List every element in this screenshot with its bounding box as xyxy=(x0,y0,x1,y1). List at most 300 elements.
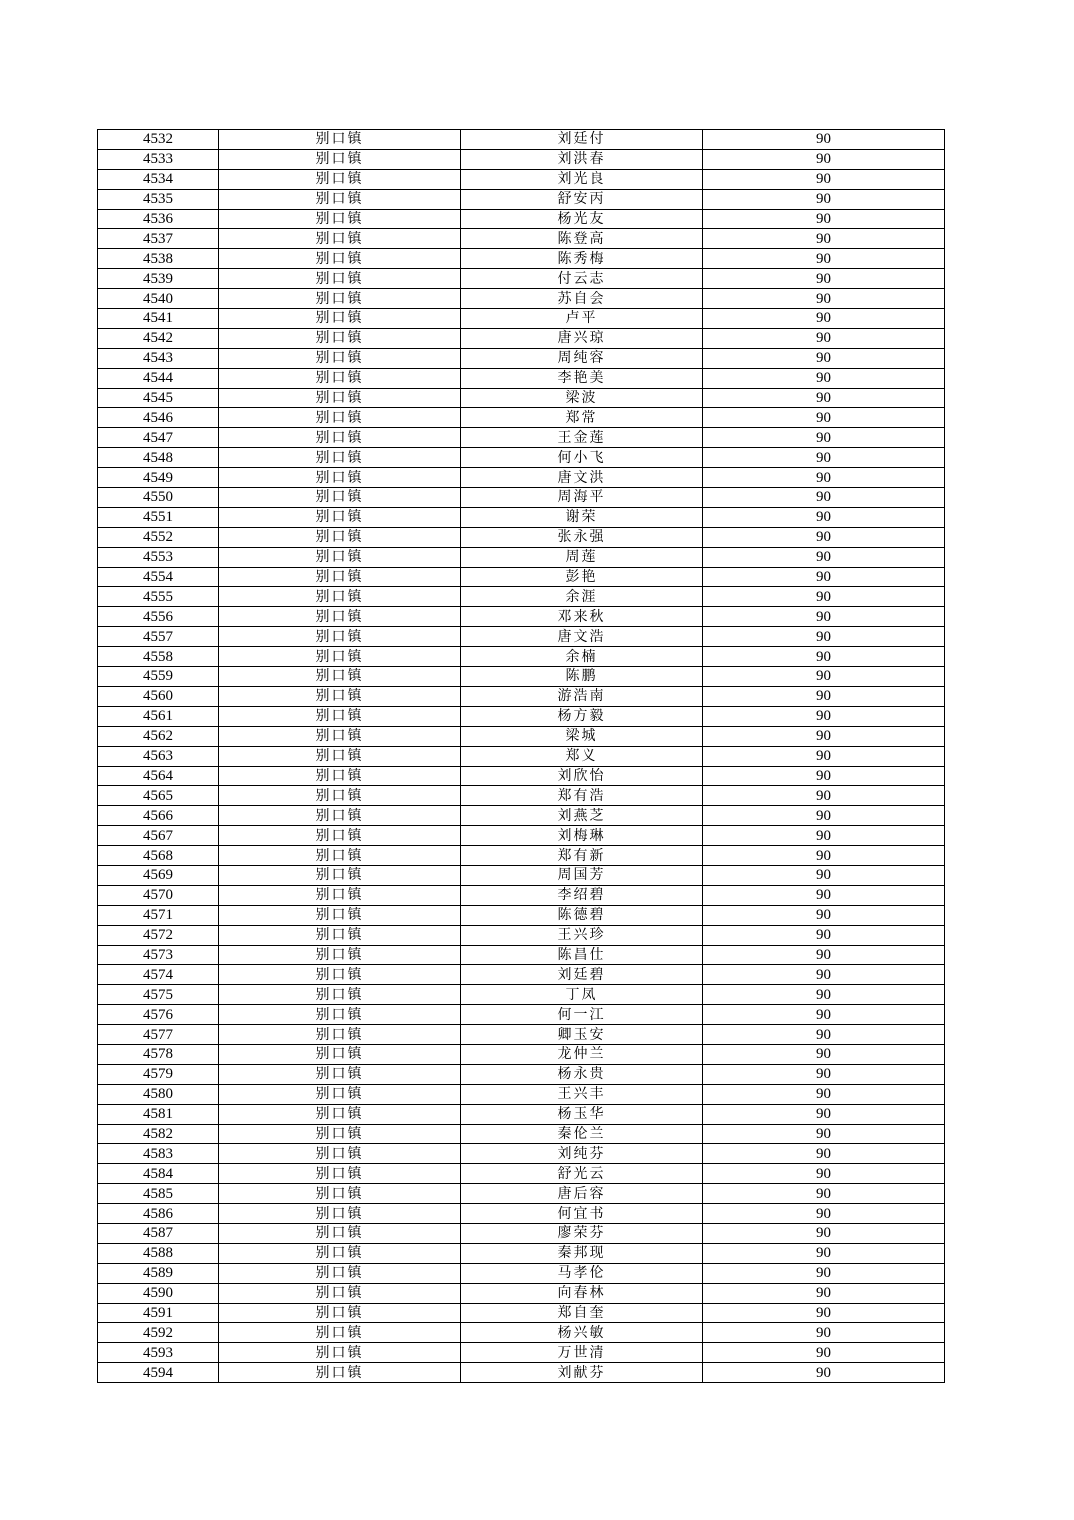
value-cell: 90 xyxy=(703,448,945,468)
row-number-cell: 4574 xyxy=(98,965,219,985)
person-name-cell: 李艳美 xyxy=(461,368,703,388)
value-cell: 90 xyxy=(703,1164,945,1184)
town-cell: 别口镇 xyxy=(219,1243,461,1263)
row-number-cell: 4590 xyxy=(98,1283,219,1303)
value-cell: 90 xyxy=(703,985,945,1005)
row-number-cell: 4553 xyxy=(98,547,219,567)
town-cell: 别口镇 xyxy=(219,647,461,667)
row-number-cell: 4563 xyxy=(98,746,219,766)
value-cell: 90 xyxy=(703,348,945,368)
row-number-cell: 4562 xyxy=(98,726,219,746)
table-row xyxy=(98,328,945,348)
table-row xyxy=(98,1283,945,1303)
table-row xyxy=(98,746,945,766)
table-row xyxy=(98,865,945,885)
value-cell: 90 xyxy=(703,1223,945,1243)
table-row xyxy=(98,149,945,169)
person-name-cell: 刘廷碧 xyxy=(461,965,703,985)
row-number-cell: 4579 xyxy=(98,1064,219,1084)
table-row xyxy=(98,607,945,627)
table-row xyxy=(98,547,945,567)
town-cell: 别口镇 xyxy=(219,1064,461,1084)
value-cell: 90 xyxy=(703,130,945,150)
town-cell: 别口镇 xyxy=(219,388,461,408)
person-name-cell: 唐文浩 xyxy=(461,627,703,647)
town-cell: 别口镇 xyxy=(219,726,461,746)
person-name-cell: 邓来秋 xyxy=(461,607,703,627)
row-number-cell: 4544 xyxy=(98,368,219,388)
table-row xyxy=(98,169,945,189)
town-cell: 别口镇 xyxy=(219,985,461,1005)
row-number-cell: 4593 xyxy=(98,1343,219,1363)
value-cell: 90 xyxy=(703,1025,945,1045)
town-cell: 别口镇 xyxy=(219,766,461,786)
row-number-cell: 4583 xyxy=(98,1144,219,1164)
table-row xyxy=(98,130,945,150)
value-cell: 90 xyxy=(703,786,945,806)
value-cell: 90 xyxy=(703,328,945,348)
value-cell: 90 xyxy=(703,587,945,607)
value-cell: 90 xyxy=(703,965,945,985)
table-row xyxy=(98,1144,945,1164)
row-number-cell: 4534 xyxy=(98,169,219,189)
town-cell: 别口镇 xyxy=(219,1044,461,1064)
person-name-cell: 刘献芬 xyxy=(461,1363,703,1383)
town-cell: 别口镇 xyxy=(219,1223,461,1243)
table-row xyxy=(98,726,945,746)
town-cell: 别口镇 xyxy=(219,229,461,249)
value-cell: 90 xyxy=(703,925,945,945)
person-name-cell: 李绍碧 xyxy=(461,885,703,905)
table-row xyxy=(98,1303,945,1323)
row-number-cell: 4578 xyxy=(98,1044,219,1064)
value-cell: 90 xyxy=(703,945,945,965)
value-cell: 90 xyxy=(703,507,945,527)
person-name-cell: 何一江 xyxy=(461,1005,703,1025)
table-row xyxy=(98,925,945,945)
table-row xyxy=(98,448,945,468)
town-cell: 别口镇 xyxy=(219,806,461,826)
town-cell: 别口镇 xyxy=(219,547,461,567)
value-cell: 90 xyxy=(703,647,945,667)
table-row xyxy=(98,846,945,866)
person-name-cell: 陈昌仕 xyxy=(461,945,703,965)
table-row xyxy=(98,1124,945,1144)
person-name-cell: 唐兴琼 xyxy=(461,328,703,348)
row-number-cell: 4587 xyxy=(98,1223,219,1243)
value-cell: 90 xyxy=(703,686,945,706)
value-cell: 90 xyxy=(703,1184,945,1204)
value-cell: 90 xyxy=(703,1084,945,1104)
person-name-cell: 刘洪春 xyxy=(461,149,703,169)
table-row xyxy=(98,686,945,706)
town-cell: 别口镇 xyxy=(219,1204,461,1224)
table-row xyxy=(98,1025,945,1045)
town-cell: 别口镇 xyxy=(219,169,461,189)
value-cell: 90 xyxy=(703,667,945,687)
row-number-cell: 4549 xyxy=(98,468,219,488)
person-name-cell: 郑自奎 xyxy=(461,1303,703,1323)
value-cell: 90 xyxy=(703,1064,945,1084)
person-name-cell: 游浩南 xyxy=(461,686,703,706)
table-row xyxy=(98,706,945,726)
person-name-cell: 刘燕芝 xyxy=(461,806,703,826)
person-name-cell: 谢荣 xyxy=(461,507,703,527)
town-cell: 别口镇 xyxy=(219,686,461,706)
row-number-cell: 4569 xyxy=(98,865,219,885)
row-number-cell: 4576 xyxy=(98,1005,219,1025)
person-name-cell: 郑常 xyxy=(461,408,703,428)
row-number-cell: 4547 xyxy=(98,428,219,448)
row-number-cell: 4561 xyxy=(98,706,219,726)
person-name-cell: 郑有新 xyxy=(461,846,703,866)
table-row xyxy=(98,627,945,647)
table-row xyxy=(98,229,945,249)
person-name-cell: 秦邦现 xyxy=(461,1243,703,1263)
value-cell: 90 xyxy=(703,826,945,846)
town-cell: 别口镇 xyxy=(219,189,461,209)
row-number-cell: 4558 xyxy=(98,647,219,667)
person-name-cell: 杨方毅 xyxy=(461,706,703,726)
person-name-cell: 唐后容 xyxy=(461,1184,703,1204)
person-name-cell: 丁凤 xyxy=(461,985,703,1005)
table-row xyxy=(98,905,945,925)
value-cell: 90 xyxy=(703,488,945,508)
person-name-cell: 何宜书 xyxy=(461,1204,703,1224)
person-name-cell: 杨兴敏 xyxy=(461,1323,703,1343)
data-table xyxy=(97,129,945,1383)
row-number-cell: 4582 xyxy=(98,1124,219,1144)
row-number-cell: 4545 xyxy=(98,388,219,408)
value-cell: 90 xyxy=(703,766,945,786)
value-cell: 90 xyxy=(703,1363,945,1383)
value-cell: 90 xyxy=(703,1124,945,1144)
town-cell: 别口镇 xyxy=(219,865,461,885)
town-cell: 别口镇 xyxy=(219,249,461,269)
row-number-cell: 4571 xyxy=(98,905,219,925)
value-cell: 90 xyxy=(703,905,945,925)
row-number-cell: 4552 xyxy=(98,527,219,547)
row-number-cell: 4577 xyxy=(98,1025,219,1045)
value-cell: 90 xyxy=(703,567,945,587)
person-name-cell: 张永强 xyxy=(461,527,703,547)
value-cell: 90 xyxy=(703,368,945,388)
table-row xyxy=(98,408,945,428)
row-number-cell: 4575 xyxy=(98,985,219,1005)
value-cell: 90 xyxy=(703,547,945,567)
town-cell: 别口镇 xyxy=(219,149,461,169)
row-number-cell: 4570 xyxy=(98,885,219,905)
row-number-cell: 4548 xyxy=(98,448,219,468)
value-cell: 90 xyxy=(703,249,945,269)
table-row xyxy=(98,647,945,667)
person-name-cell: 陈登高 xyxy=(461,229,703,249)
person-name-cell: 何小飞 xyxy=(461,448,703,468)
town-cell: 别口镇 xyxy=(219,607,461,627)
person-name-cell: 刘梅琳 xyxy=(461,826,703,846)
value-cell: 90 xyxy=(703,1144,945,1164)
row-number-cell: 4594 xyxy=(98,1363,219,1383)
person-name-cell: 梁波 xyxy=(461,388,703,408)
town-cell: 别口镇 xyxy=(219,905,461,925)
table-row xyxy=(98,289,945,309)
table-row xyxy=(98,527,945,547)
person-name-cell: 万世清 xyxy=(461,1343,703,1363)
value-cell: 90 xyxy=(703,1104,945,1124)
table-row xyxy=(98,1164,945,1184)
row-number-cell: 4542 xyxy=(98,328,219,348)
person-name-cell: 梁城 xyxy=(461,726,703,746)
value-cell: 90 xyxy=(703,269,945,289)
person-name-cell: 彭艳 xyxy=(461,567,703,587)
row-number-cell: 4550 xyxy=(98,488,219,508)
row-number-cell: 4581 xyxy=(98,1104,219,1124)
table-row xyxy=(98,209,945,229)
town-cell: 别口镇 xyxy=(219,1303,461,1323)
value-cell: 90 xyxy=(703,1323,945,1343)
town-cell: 别口镇 xyxy=(219,289,461,309)
row-number-cell: 4591 xyxy=(98,1303,219,1323)
table-row xyxy=(98,1223,945,1243)
table-row xyxy=(98,667,945,687)
row-number-cell: 4585 xyxy=(98,1184,219,1204)
person-name-cell: 付云志 xyxy=(461,269,703,289)
person-name-cell: 刘廷付 xyxy=(461,130,703,150)
row-number-cell: 4580 xyxy=(98,1084,219,1104)
person-name-cell: 周纯容 xyxy=(461,348,703,368)
town-cell: 别口镇 xyxy=(219,1363,461,1383)
row-number-cell: 4554 xyxy=(98,567,219,587)
town-cell: 别口镇 xyxy=(219,846,461,866)
town-cell: 别口镇 xyxy=(219,1144,461,1164)
table-row xyxy=(98,249,945,269)
town-cell: 别口镇 xyxy=(219,368,461,388)
value-cell: 90 xyxy=(703,806,945,826)
town-cell: 别口镇 xyxy=(219,408,461,428)
table-row xyxy=(98,1343,945,1363)
table-row xyxy=(98,1243,945,1263)
town-cell: 别口镇 xyxy=(219,1184,461,1204)
value-cell: 90 xyxy=(703,209,945,229)
value-cell: 90 xyxy=(703,726,945,746)
row-number-cell: 4560 xyxy=(98,686,219,706)
value-cell: 90 xyxy=(703,527,945,547)
table-row xyxy=(98,1005,945,1025)
value-cell: 90 xyxy=(703,865,945,885)
town-cell: 别口镇 xyxy=(219,507,461,527)
value-cell: 90 xyxy=(703,1005,945,1025)
town-cell: 别口镇 xyxy=(219,1263,461,1283)
row-number-cell: 4568 xyxy=(98,846,219,866)
person-name-cell: 杨永贵 xyxy=(461,1064,703,1084)
person-name-cell: 王金莲 xyxy=(461,428,703,448)
value-cell: 90 xyxy=(703,408,945,428)
row-number-cell: 4541 xyxy=(98,309,219,329)
row-number-cell: 4589 xyxy=(98,1263,219,1283)
person-name-cell: 刘欣怡 xyxy=(461,766,703,786)
town-cell: 别口镇 xyxy=(219,428,461,448)
town-cell: 别口镇 xyxy=(219,885,461,905)
table-row xyxy=(98,587,945,607)
value-cell: 90 xyxy=(703,607,945,627)
person-name-cell: 秦伦兰 xyxy=(461,1124,703,1144)
table-row xyxy=(98,1204,945,1224)
person-name-cell: 周海平 xyxy=(461,488,703,508)
row-number-cell: 4551 xyxy=(98,507,219,527)
table-row xyxy=(98,1044,945,1064)
town-cell: 别口镇 xyxy=(219,1343,461,1363)
value-cell: 90 xyxy=(703,1044,945,1064)
table-row xyxy=(98,1064,945,1084)
value-cell: 90 xyxy=(703,189,945,209)
table-row xyxy=(98,1084,945,1104)
row-number-cell: 4535 xyxy=(98,189,219,209)
town-cell: 别口镇 xyxy=(219,527,461,547)
person-name-cell: 郑义 xyxy=(461,746,703,766)
row-number-cell: 4592 xyxy=(98,1323,219,1343)
person-name-cell: 余涯 xyxy=(461,587,703,607)
town-cell: 别口镇 xyxy=(219,925,461,945)
row-number-cell: 4566 xyxy=(98,806,219,826)
row-number-cell: 4572 xyxy=(98,925,219,945)
town-cell: 别口镇 xyxy=(219,448,461,468)
row-number-cell: 4536 xyxy=(98,209,219,229)
table-row xyxy=(98,507,945,527)
person-name-cell: 龙仲兰 xyxy=(461,1044,703,1064)
table-row xyxy=(98,388,945,408)
person-name-cell: 卢平 xyxy=(461,309,703,329)
town-cell: 别口镇 xyxy=(219,627,461,647)
table-row xyxy=(98,1104,945,1124)
table-row xyxy=(98,1263,945,1283)
person-name-cell: 郑有浩 xyxy=(461,786,703,806)
person-name-cell: 廖荣芬 xyxy=(461,1223,703,1243)
row-number-cell: 4573 xyxy=(98,945,219,965)
row-number-cell: 4543 xyxy=(98,348,219,368)
row-number-cell: 4565 xyxy=(98,786,219,806)
row-number-cell: 4586 xyxy=(98,1204,219,1224)
table-row xyxy=(98,488,945,508)
town-cell: 别口镇 xyxy=(219,1025,461,1045)
person-name-cell: 陈鹏 xyxy=(461,667,703,687)
person-name-cell: 刘光良 xyxy=(461,169,703,189)
table-body xyxy=(98,130,945,1383)
row-number-cell: 4557 xyxy=(98,627,219,647)
value-cell: 90 xyxy=(703,428,945,448)
town-cell: 别口镇 xyxy=(219,1005,461,1025)
town-cell: 别口镇 xyxy=(219,209,461,229)
table-row xyxy=(98,348,945,368)
value-cell: 90 xyxy=(703,309,945,329)
town-cell: 别口镇 xyxy=(219,965,461,985)
value-cell: 90 xyxy=(703,627,945,647)
value-cell: 90 xyxy=(703,746,945,766)
table-row xyxy=(98,786,945,806)
town-cell: 别口镇 xyxy=(219,1084,461,1104)
table-row xyxy=(98,885,945,905)
table-row xyxy=(98,189,945,209)
town-cell: 别口镇 xyxy=(219,1283,461,1303)
town-cell: 别口镇 xyxy=(219,309,461,329)
value-cell: 90 xyxy=(703,468,945,488)
row-number-cell: 4532 xyxy=(98,130,219,150)
town-cell: 别口镇 xyxy=(219,786,461,806)
table-row xyxy=(98,468,945,488)
table-row xyxy=(98,965,945,985)
table-row xyxy=(98,766,945,786)
value-cell: 90 xyxy=(703,1283,945,1303)
row-number-cell: 4556 xyxy=(98,607,219,627)
table-row xyxy=(98,309,945,329)
person-name-cell: 舒光云 xyxy=(461,1164,703,1184)
value-cell: 90 xyxy=(703,1343,945,1363)
table-row xyxy=(98,945,945,965)
town-cell: 别口镇 xyxy=(219,1104,461,1124)
value-cell: 90 xyxy=(703,229,945,249)
table-row xyxy=(98,806,945,826)
town-cell: 别口镇 xyxy=(219,706,461,726)
table-row xyxy=(98,269,945,289)
table-row xyxy=(98,1184,945,1204)
person-name-cell: 舒安丙 xyxy=(461,189,703,209)
row-number-cell: 4533 xyxy=(98,149,219,169)
person-name-cell: 陈德碧 xyxy=(461,905,703,925)
table-row xyxy=(98,368,945,388)
value-cell: 90 xyxy=(703,846,945,866)
town-cell: 别口镇 xyxy=(219,488,461,508)
value-cell: 90 xyxy=(703,149,945,169)
person-name-cell: 杨玉华 xyxy=(461,1104,703,1124)
value-cell: 90 xyxy=(703,169,945,189)
value-cell: 90 xyxy=(703,885,945,905)
town-cell: 别口镇 xyxy=(219,1124,461,1144)
value-cell: 90 xyxy=(703,1263,945,1283)
value-cell: 90 xyxy=(703,1204,945,1224)
row-number-cell: 4540 xyxy=(98,289,219,309)
table-row xyxy=(98,985,945,1005)
row-number-cell: 4588 xyxy=(98,1243,219,1263)
value-cell: 90 xyxy=(703,388,945,408)
table-row xyxy=(98,1363,945,1383)
town-cell: 别口镇 xyxy=(219,348,461,368)
row-number-cell: 4555 xyxy=(98,587,219,607)
person-name-cell: 余楠 xyxy=(461,647,703,667)
town-cell: 别口镇 xyxy=(219,567,461,587)
person-name-cell: 唐文洪 xyxy=(461,468,703,488)
person-name-cell: 刘纯芬 xyxy=(461,1144,703,1164)
person-name-cell: 杨光友 xyxy=(461,209,703,229)
row-number-cell: 4559 xyxy=(98,667,219,687)
town-cell: 别口镇 xyxy=(219,468,461,488)
value-cell: 90 xyxy=(703,706,945,726)
town-cell: 别口镇 xyxy=(219,1164,461,1184)
person-name-cell: 周莲 xyxy=(461,547,703,567)
row-number-cell: 4564 xyxy=(98,766,219,786)
row-number-cell: 4584 xyxy=(98,1164,219,1184)
value-cell: 90 xyxy=(703,1243,945,1263)
person-name-cell: 向春林 xyxy=(461,1283,703,1303)
town-cell: 别口镇 xyxy=(219,746,461,766)
value-cell: 90 xyxy=(703,289,945,309)
town-cell: 别口镇 xyxy=(219,269,461,289)
row-number-cell: 4537 xyxy=(98,229,219,249)
town-cell: 别口镇 xyxy=(219,1323,461,1343)
value-cell: 90 xyxy=(703,1303,945,1323)
person-name-cell: 陈秀梅 xyxy=(461,249,703,269)
person-name-cell: 卿玉安 xyxy=(461,1025,703,1045)
row-number-cell: 4539 xyxy=(98,269,219,289)
person-name-cell: 王兴珍 xyxy=(461,925,703,945)
